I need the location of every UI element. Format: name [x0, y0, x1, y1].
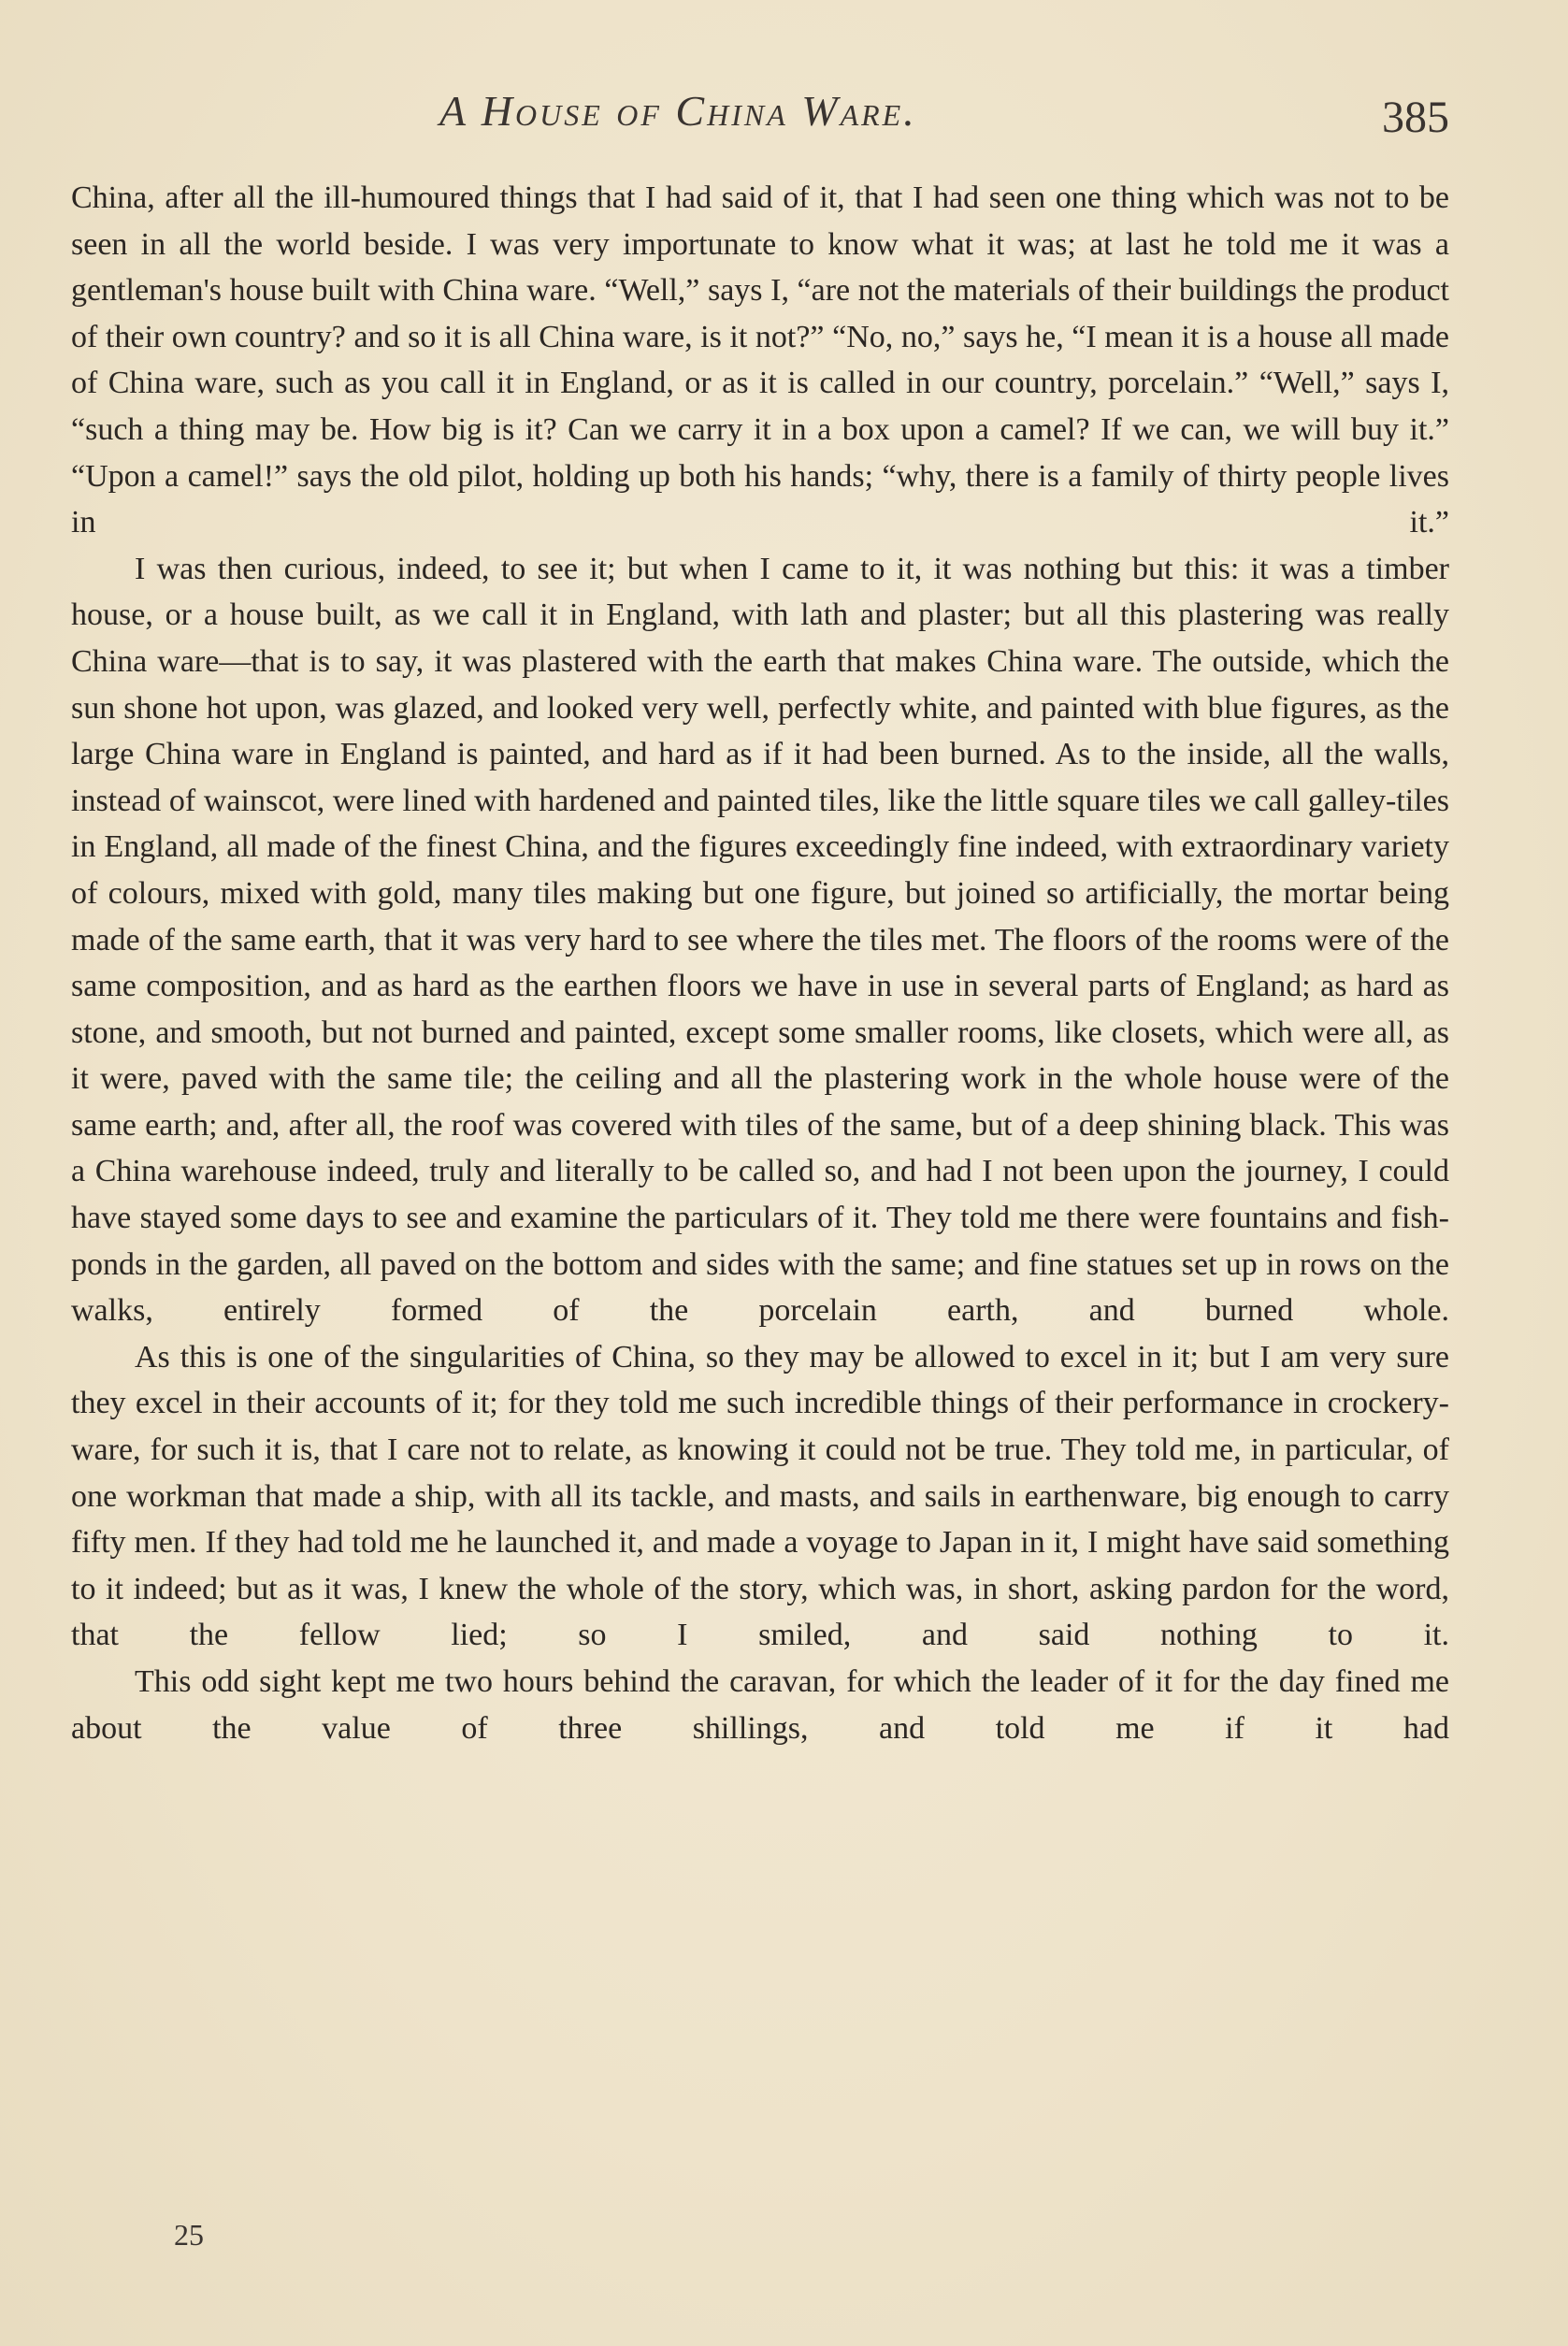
paragraph: This odd sight kept me two hours behind the caravan, for which the leader of it for the day fined me about the value of three shillings, and told me if it had — [71, 1664, 1449, 1746]
page-number: 385 — [1382, 93, 1449, 142]
paragraph: China, after all the ill-humoured things that I had said of it, that I had seen one thing which was not to be seen in all the world beside. I was very importunate to know what it was; at last he told me it was a gentleman's house built with China ware. “Well,” says I, “are not the materials of their buildings the product of their own country? and so it is all China ware, is it not?” “No, no,” says he, “I mean it is a house all made of China ware, such as you call it in England, or as it is called in our country, porcelain.” “Well,” says I, “such a thing may be. How big is it? Can we carry it in a box upon a camel? If we can, we will buy it.” “Upon a camel!” says the old pilot, holding up both his hands; “why, there is a family of thirty people lives in it.” — [71, 180, 1449, 540]
signature-mark: 25 — [174, 2218, 204, 2252]
paragraph: As this is one of the singularities of China, so they may be allowed to excel in it; but I am very sure they excel in their accounts of it; for they told me such incredible things of their performance in crockery-ware, for such it is, that I care not to relate, as knowing it could not be true. They told me, in particular, of one workman that made a ship, with all its tackle, and masts, and sails in earthenware, big enough to carry fifty men. If they had told me he launched it, and made a voyage to Japan in it, I might have said something to it indeed; but as it was, I knew the whole of the story, which was, in short, asking pardon for the word, that the fellow lied; so I smiled, and said nothing to it. — [71, 1339, 1449, 1653]
running-title: A House of China Ware. — [439, 87, 917, 135]
body-text — [71, 175, 1449, 1751]
paragraph: I was then curious, indeed, to see it; but when I came to it, it was nothing but this: it was a timber house, or a house built, as we call it in England, with lath and plaster; but all this plastering was really China ware—that is to say, it was plastered with the earth that makes China ware. The outside, which the sun shone hot upon, was glazed, and looked very well, perfectly white, and painted with blue figures, as the large China ware in England is painted, and hard as if it had been burned. As to the inside, all the walls, instead of wainscot, were lined with hardened and painted tiles, like the little square tiles we call galley-tiles in England, all made of the finest China, and the figures exceedingly fine indeed, with extraordinary variety of colours, mixed with gold, many tiles making but one figure, but joined so artificially, the mortar being made of the same earth, that it was very hard to see where the tiles met. The floors of the rooms were of the same composition, and as hard as the earthen floors we have in use in several parts of England; as hard as stone, and smooth, but not burned and painted, except some smaller rooms, like closets, which were all, as it were, paved with the same tile; the ceiling and all the plastering work in the whole house were of the same earth; and, after all, the roof was covered with tiles of the same, but of a deep shining black. This was a China warehouse indeed, truly and literally to be called so, and had I not been upon the journey, I could have stayed some days to see and examine the particulars of it. They told me there were fountains and fish-ponds in the garden, all paved on the bottom and sides with the same; and fine statues set up in rows on the walks, entirely formed of the porcelain earth, and burned whole. — [71, 551, 1449, 1329]
